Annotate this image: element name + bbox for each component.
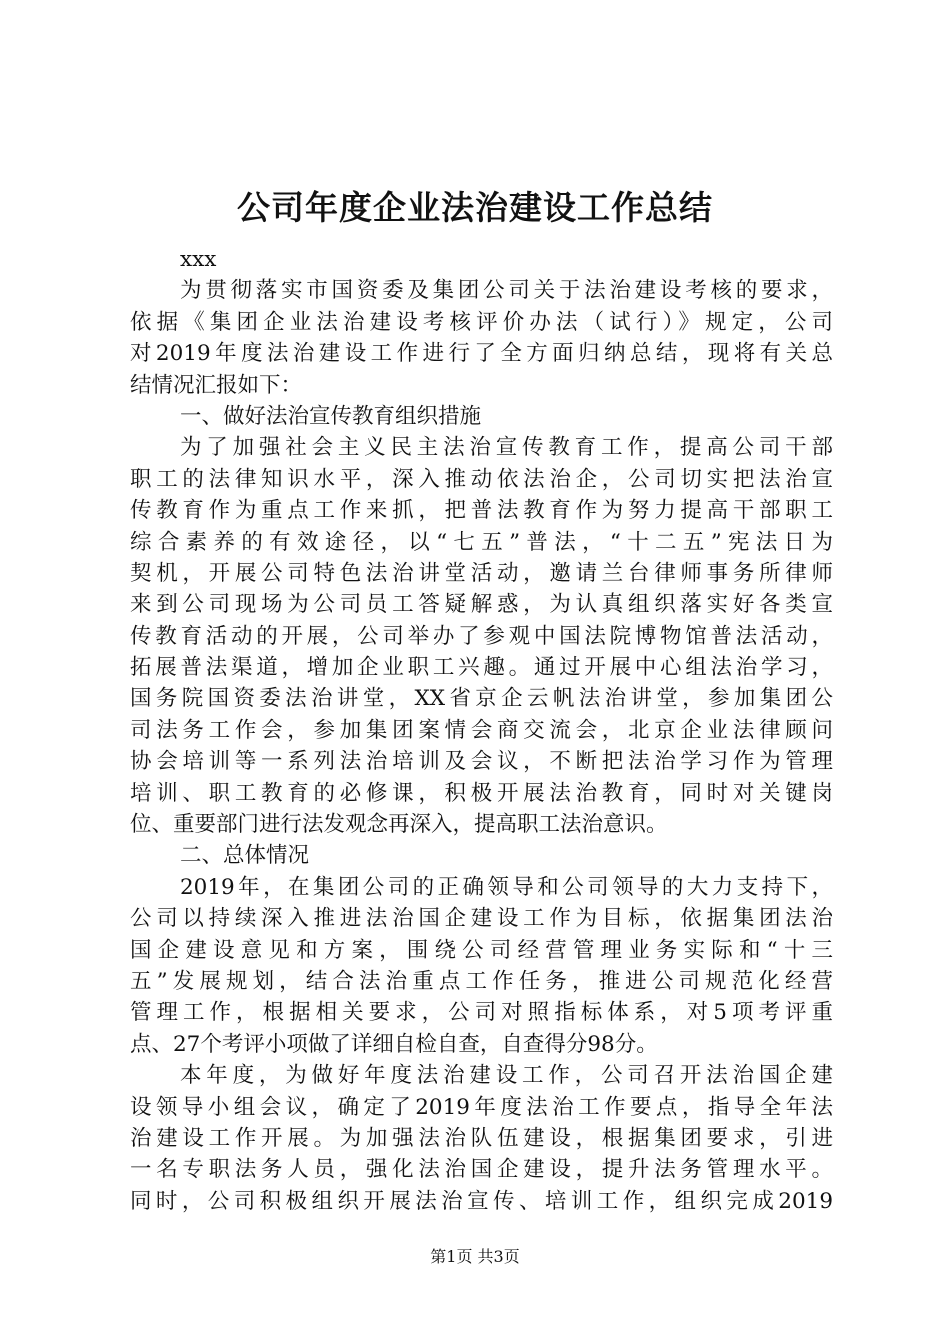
document-title: 公司年度企业法治建设工作总结	[237, 188, 713, 227]
body-line: 结情况汇报如下：	[130, 372, 303, 398]
body-line: 国务院国资委法治讲堂，XX省京企云帆法治讲堂，参加集团公	[130, 686, 833, 712]
body-line: 司法务工作会，参加集团案情会商交流会，北京企业法律顾问	[130, 717, 833, 743]
body-line: 五”发展规划，结合法治重点工作任务，推进公司规范化经营	[130, 968, 833, 994]
document-body	[130, 244, 833, 1217]
body-line: 点、27个考评小项做了详细自检自查，自查得分98分。	[130, 1031, 658, 1057]
body-line: 位、重要部门进行法发观念再深入，提高职工法治意识。	[130, 812, 668, 838]
body-line: 管理工作，根据相关要求，公司对照指标体系，对5项考评重	[130, 1000, 833, 1026]
body-line: 设领导小组会议，确定了2019年度法治工作要点，指导全年法	[130, 1094, 833, 1120]
body-line: 治建设工作开展。为加强法治队伍建设，根据集团要求，引进	[130, 1125, 833, 1151]
body-line: 二、总体情况	[180, 843, 310, 869]
body-line: 一、做好法治宣传教育组织措施	[180, 403, 482, 429]
body-line: 综合素养的有效途径，以“七五”普法，“十二五”宪法日为	[130, 529, 833, 555]
body-line: 2019年，在集团公司的正确领导和公司领导的大力支持下，	[180, 874, 833, 900]
body-line: 传教育作为重点工作来抓，把普法教育作为努力提高干部职工	[130, 498, 833, 524]
body-line: 为贯彻落实市国资委及集团公司关于法治建设考核的要求，	[180, 278, 833, 304]
body-line: 培训、职工教育的必修课，积极开展法治教育，同时对关键岗	[130, 780, 833, 806]
body-line: 来到公司现场为公司员工答疑解惑，为认真组织落实好各类宣	[130, 592, 833, 618]
body-line: 契机，开展公司特色法治讲堂活动，邀请兰台律师事务所律师	[130, 560, 833, 586]
body-line: 一名专职法务人员，强化法治国企建设，提升法务管理水平。	[130, 1157, 833, 1183]
body-line: 职工的法律知识水平，深入推动依法治企，公司切实把法治宣	[130, 466, 833, 492]
page-footer: 第1页 共3页	[430, 1247, 520, 1266]
body-line: 对2019年度法治建设工作进行了全方面归纳总结，现将有关总	[130, 341, 833, 367]
body-line: 协会培训等一系列法治培训及会议，不断把法治学习作为管理	[130, 749, 833, 775]
body-line: 本年度，为做好年度法治建设工作，公司召开法治国企建	[180, 1063, 833, 1089]
body-line: 拓展普法渠道，增加企业职工兴趣。通过开展中心组法治学习，	[130, 655, 833, 681]
body-line: 为了加强社会主义民主法治宣传教育工作，提高公司干部	[180, 435, 833, 461]
body-line: 公司以持续深入推进法治国企建设工作为目标，依据集团法治	[130, 906, 833, 932]
body-line: 依据《集团企业法治建设考核评价办法（试行）》规定，公司	[130, 309, 833, 335]
body-line: 传教育活动的开展，公司举办了参观中国法院博物馆普法活动，	[130, 623, 833, 649]
body-line: 国企建设意见和方案，围绕公司经营管理业务实际和“十三	[130, 937, 833, 963]
body-line: xxx	[180, 247, 217, 272]
body-line: 同时，公司积极组织开展法治宣传、培训工作，组织完成2019	[130, 1188, 833, 1214]
